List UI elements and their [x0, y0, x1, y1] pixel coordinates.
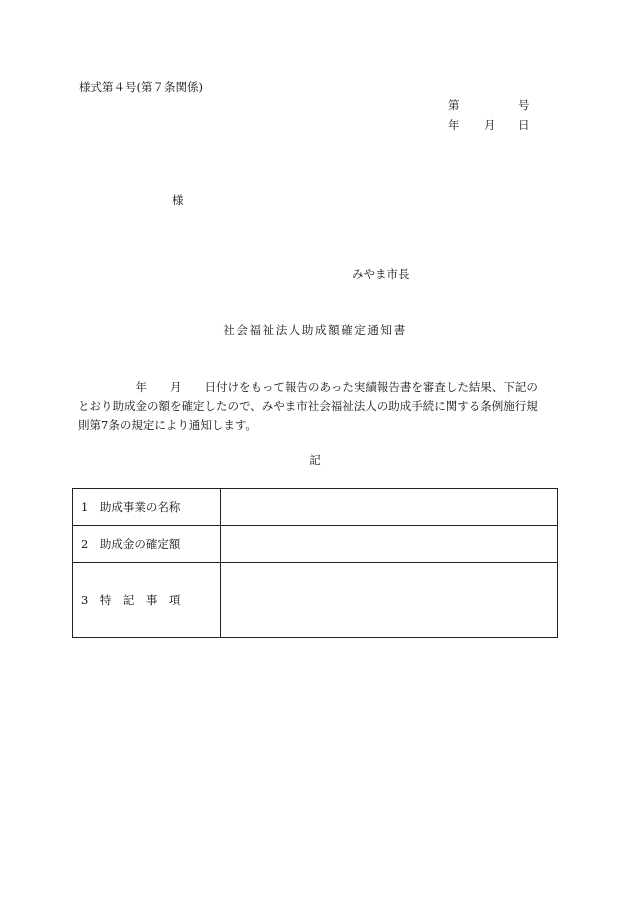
issuer-name: みやま市長	[352, 267, 410, 281]
table-row	[73, 563, 558, 638]
row-value	[221, 563, 558, 638]
table-row	[73, 526, 558, 563]
form-number: 様式第４号(第７条関係)	[79, 80, 203, 94]
document-number-suffix: 号	[518, 98, 530, 112]
details-table	[72, 488, 558, 638]
date-day-label: 日	[518, 118, 530, 132]
document-number-label: 第	[448, 98, 460, 112]
addressee-suffix: 様	[172, 193, 184, 207]
date-year-label: 年	[448, 118, 460, 132]
document-title: 社会福祉法人助成額確定通知書	[223, 323, 407, 337]
date-month-label: 月	[484, 118, 496, 132]
row-label: 2 助成金の確定額	[73, 526, 221, 563]
row-label: 1 助成事業の名称	[73, 489, 221, 526]
row-label: 3 特 記 事 項	[73, 563, 221, 638]
table-row	[73, 489, 558, 526]
body-text: 年 月 日付けをもって報告のあった実績報告書を審査した結果、下記の とおり助成金の額を確定したので、みやま市社会福祉法人の助成手続に関する条例施行規 則第7条の規定により通知します。	[78, 380, 538, 432]
row-value	[221, 489, 558, 526]
row-value	[221, 526, 558, 563]
ki-heading: 記	[309, 453, 321, 467]
